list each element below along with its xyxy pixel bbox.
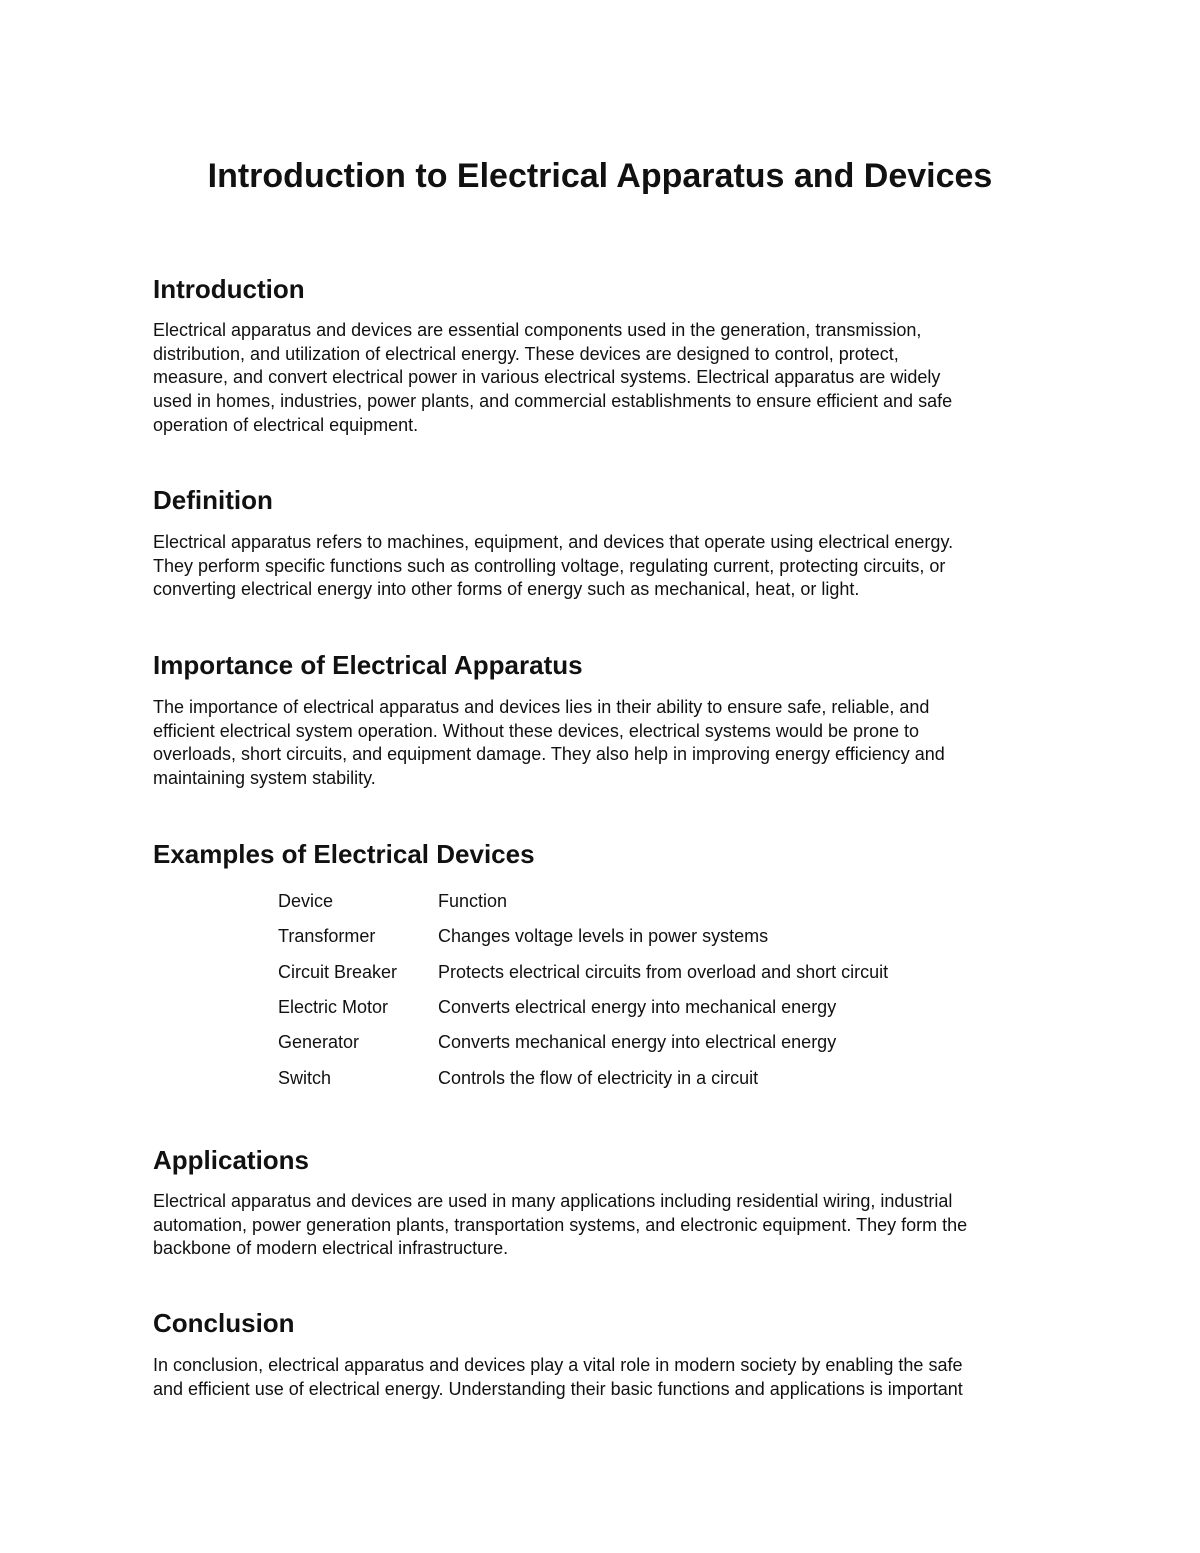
function-cell: Protects electrical circuits from overload and short circuit — [438, 961, 889, 982]
paragraph-applications: Electrical apparatus and devices are used in many applications including residential wiring, industrial automation, power generation plants, transportation systems, and electronic equipment. They form the backbone of modern electrical infrastructure. — [153, 1191, 968, 1259]
table-row — [272, 919, 888, 954]
devices-table — [272, 884, 888, 1096]
device-cell: Circuit Breaker — [278, 961, 398, 982]
heading-introduction: Introduction — [153, 274, 305, 304]
paragraph-importance: The importance of electrical apparatus and devices lies in their ability to ensure safe, reliable, and efficient electrical system operation. Without these devices, electrical systems would be prone to overloads, short circuits, and equipment damage. They also help in improving energy efficiency and maintaining system stability. — [153, 697, 945, 789]
table-header-cell: Function — [438, 891, 508, 912]
heading-examples: Examples of Electrical Devices — [153, 839, 535, 869]
function-cell: Changes voltage levels in power systems — [438, 926, 769, 947]
table-header-cell: Device — [278, 891, 334, 912]
function-cell: Controls the flow of electricity in a circuit — [438, 1067, 759, 1088]
device-cell: Switch — [278, 1067, 332, 1088]
table-header-row — [272, 884, 888, 919]
page-title: Introduction to Electrical Apparatus and Devices — [207, 157, 993, 195]
device-cell: Electric Motor — [278, 997, 389, 1018]
heading-importance: Importance of Electrical Apparatus — [153, 650, 583, 680]
function-cell: Converts mechanical energy into electrical energy — [438, 1032, 837, 1053]
paragraph-conclusion: In conclusion, electrical apparatus and devices play a vital role in modern society by enabling the safe and efficient use of electrical energy. Understanding their basic functions and applications is important — [153, 1355, 963, 1399]
table-row — [272, 1060, 888, 1095]
heading-definition: Definition — [153, 485, 273, 515]
heading-applications: Applications — [153, 1145, 310, 1175]
table-row — [272, 990, 888, 1025]
heading-conclusion: Conclusion — [153, 1308, 295, 1338]
device-cell: Transformer — [278, 926, 376, 947]
paragraph-definition: Electrical apparatus refers to machines, equipment, and devices that operate using electrical energy. They perform specific functions such as controlling voltage, regulating current, protecting circuits, or converting electrical energy into other forms of energy such as mechanical, heat, or light. — [153, 532, 954, 600]
paragraph-introduction: Electrical apparatus and devices are essential components used in the generation, transmission, distribution, and utilization of electrical energy. These devices are designed to control, protect, measure, and convert electrical power in various electrical systems. Electrical apparatus are widely used in homes, industries, power plants, and commercial establishments to ensure efficient and safe operation of electrical equipment. — [153, 320, 953, 435]
table-row — [272, 1025, 888, 1060]
table-row — [272, 955, 888, 990]
device-cell: Generator — [278, 1032, 360, 1053]
function-cell: Converts electrical energy into mechanical energy — [438, 997, 837, 1018]
